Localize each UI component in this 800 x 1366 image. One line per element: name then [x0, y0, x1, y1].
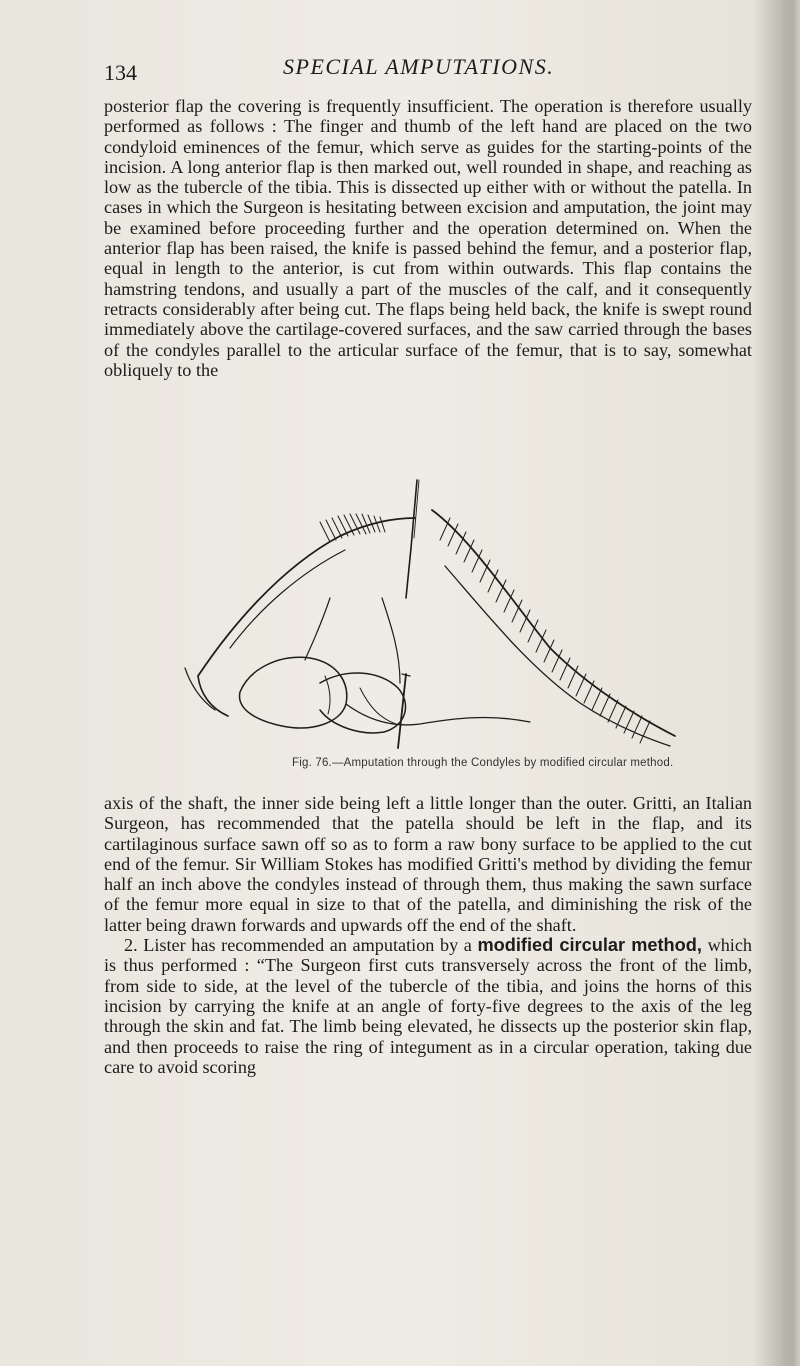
paragraph-gritti-method: axis of the shaft, the inner side being left a little longer than the outer. Gritti, an Italian Surgeon, has recommended that the patella should be left in the flap, and its cartilaginous surface sawn off so as to form a raw bony surface to be applied to the cut end of the femur. Sir William Stokes has modified Gritti's method by dividing the femur half an inch above the condyles instead of through them, thus making the sawn surface of the femur more equal in size to that of the patella, and diminishing the risk of the latter being drawn forwards and upwards off the end of the shaft.	[104, 793, 752, 935]
page-header	[0, 50, 800, 90]
condyle-outline	[240, 657, 347, 728]
lister-text-start: 2. Lister has recommended an amputation by a	[124, 935, 478, 956]
running-head: SPECIAL AMPUTATIONS.	[283, 54, 555, 79]
figure-amputation-illustration	[170, 478, 690, 750]
lower-limb-contour	[198, 676, 228, 716]
paragraph-flap-method: posterior flap the covering is frequently insufficient. The operation is therefore usually performed as follows : The finger and thumb of the left hand are placed on the two condyloid eminences of the femur, which serve as guides for the starting-points of the incision. A long anterior flap is then marked out, well rounded in shape, and reaching as low as the tubercle of the tibia. This is dissected up either with or without the patella. In cases in which the Surgeon is hesitating between excision and amputation, the joint may be examined before proceeding further and the operation determined on. When the anterior flap has been raised, the knife is passed behind the femur, and a posterior flap, equal in length to the anterior, is cut from within outwards. This flap contains the hamstring tendons, and usually a part of the muscles of the calf, and it consequently retracts considerably after being cut. The flaps being held back, the knife is swept round immediately above the cartilage-covered surfaces, and the saw carried through the bases of the condyles parallel to the articular surface of the femur, that is to say, somewhat obliquely to the	[104, 96, 752, 380]
paragraph-lister-method	[104, 935, 752, 1077]
lister-text-end: which is thus performed : “The Surgeon first cuts transversely across the front of the limb, from side to side, at the level of the tubercle of the tibia, and joins the horns of this incision by carrying the knife at an angle of forty-five degrees to the axis of the leg through the skin and fat. The limb being elevated, he dissects up the posterior skin flap, and then proceeds to raise the ring of integument as in a circular operation, taking due care to avoid scoring	[104, 935, 753, 1077]
page-edge-shadow	[782, 0, 800, 1366]
anterior-flap	[346, 704, 530, 725]
modified-circular-method-term: modified circular method,	[477, 935, 702, 956]
knife-blade	[406, 480, 417, 598]
page-number: 134	[104, 60, 137, 85]
leg-right-contour	[432, 510, 675, 736]
figure-caption: Fig. 76.—Amputation through the Condyles by modified circular method.	[292, 757, 674, 769]
thigh-upper-contour	[198, 518, 415, 676]
text-lower-block	[104, 793, 752, 1077]
